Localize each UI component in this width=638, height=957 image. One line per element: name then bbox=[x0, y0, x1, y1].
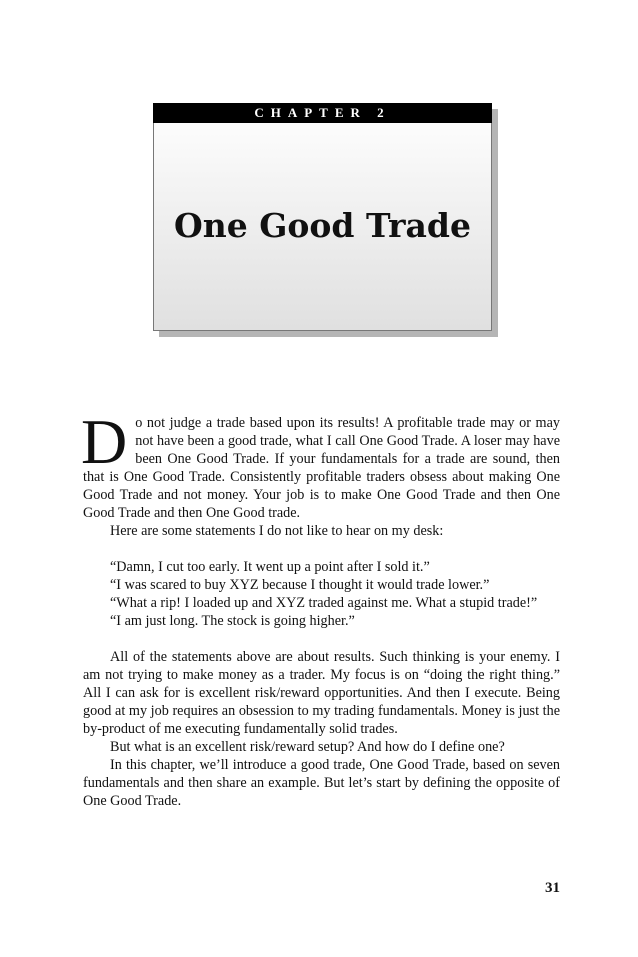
quote-item: “I am just long. The stock is going higher.” bbox=[110, 613, 355, 629]
quote-list bbox=[110, 558, 560, 630]
page-number: 31 bbox=[545, 880, 560, 896]
chapter-body bbox=[81, 406, 560, 810]
quote-item: “I was scared to buy XYZ because I thought it would trade lower.” bbox=[110, 577, 490, 593]
quote-item: “Damn, I cut too early. It went up a point after I sold it.” bbox=[110, 559, 430, 575]
paragraph-2: Here are some statements I do not like to hear on my desk: bbox=[110, 523, 444, 539]
paragraph-1-text: o not judge a trade based upon its results! A profitable trade may or may not have been a good trade, what I call One Good Trade. A loser may have been One Good Trade. If your fundamentals for a trade are sound, then that is One Good Trade. Consistently profitable traders obsess about making One Good Trade and not money. Your job is to make One Good Trade and then One Good Trade and then One Good trade. bbox=[83, 415, 560, 521]
chapter-heading-box bbox=[153, 103, 492, 331]
paragraph-3: All of the statements above are about results. Such thinking is your enemy. I am not trying to make money as a trader. My focus is on “doing the right thing.” All I can ask for is excellent risk/reward opportunities. And then I execute. Being good at my job requires an obsession to my trading fundamentals. Money is just the by-product of me executing fundamentally solid trades. bbox=[83, 649, 560, 737]
chapter-label: CHAPTER 2 bbox=[153, 103, 492, 123]
quote-item: “What a rip! I loaded up and XYZ traded against me. What a stupid trade!” bbox=[110, 595, 538, 611]
chapter-title: One Good Trade bbox=[174, 206, 471, 245]
drop-cap: D bbox=[81, 406, 128, 477]
paragraph-4: But what is an excellent risk/reward setup? And how do I define one? bbox=[110, 739, 505, 755]
paragraph-5: In this chapter, we’ll introduce a good trade, One Good Trade, based on seven fundamentals and then share an example. But let’s start by defining the opposite of One Good Trade. bbox=[83, 757, 560, 809]
paragraph-1 bbox=[81, 406, 560, 522]
